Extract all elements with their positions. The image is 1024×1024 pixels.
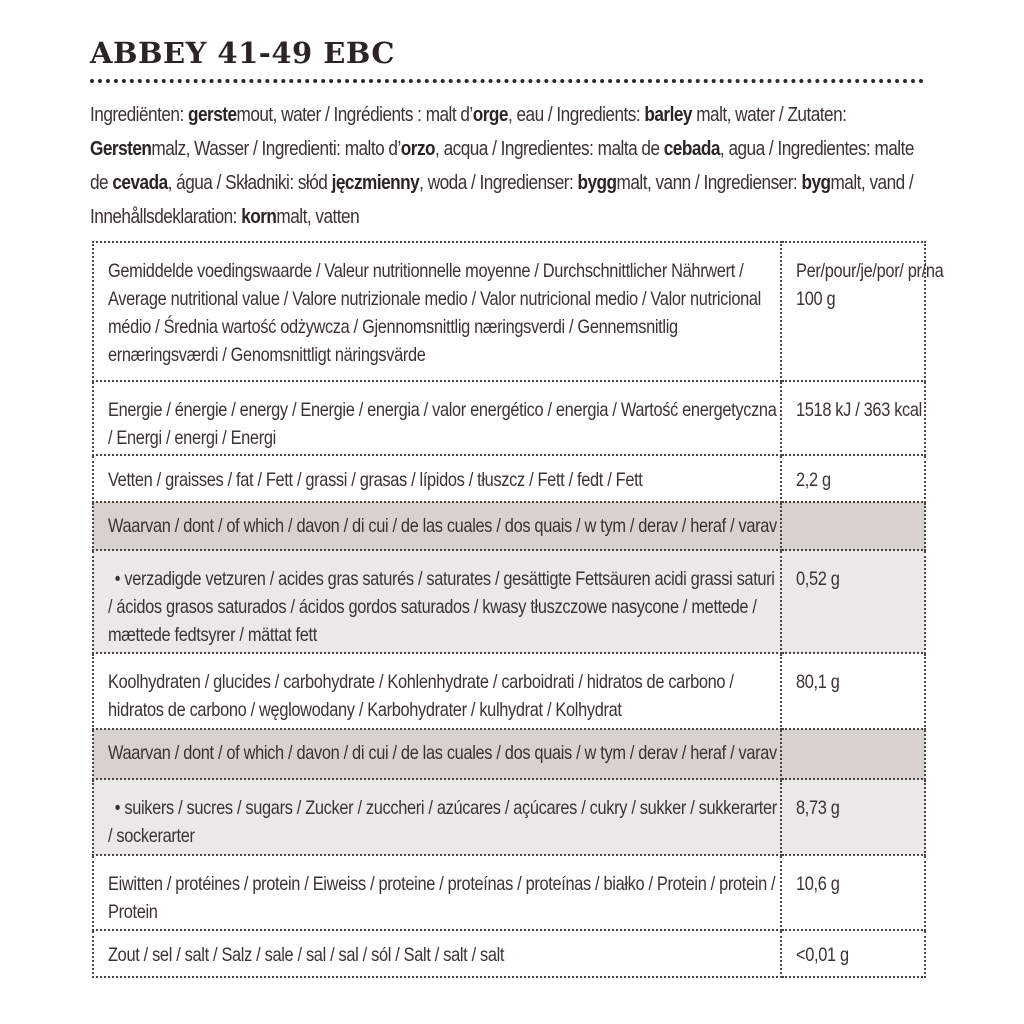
bullet: • [114, 797, 121, 819]
row-label-cell [93, 455, 781, 502]
row-label: Koolhydraten / glucides / carbohydrate / Kohlenhydrate / carboidrati / hidratos de carbono / hidratos de carbono / węglowodany / Karbohydrater / kulhydrat / Kolhydrat [108, 671, 734, 721]
bullet: • [114, 568, 121, 590]
row-label: Energie / énergie / energy / Energie / energia / valor energético / energia / Wartość energetyczna / Energi / energi / Energi [108, 399, 777, 449]
ingredient-text: , woda / Ingredienser: [419, 172, 578, 194]
row-value: 2,2 g [795, 469, 831, 491]
row-label [108, 794, 780, 850]
row-value-cell [781, 779, 925, 855]
row-label-cell [93, 930, 781, 977]
row-value-cell [781, 502, 925, 550]
row-label-cell [93, 779, 781, 855]
header-label: Gemiddelde voedingswaarde / Valeur nutritionnelle moyenne / Durchschnittlicher Nährwert / Average nutritional value / Valore nutrizionale medio / Valor nutricional medio / Valor nutricional médio / Średnia wartość odżywcza / Gjennomsnittlig næringsverdi / Gennemsnitlig ernæringsværdi / Genomsnittligt näringsvärde [108, 260, 761, 366]
row-label [108, 565, 780, 649]
row-value: 0,52 g [795, 568, 840, 590]
row-label: Waarvan / dont / of which / davon / di cui / de las cuales / dos quais / w tym / derav / heraf / varav [108, 742, 777, 764]
row-value: 10,6 g [795, 873, 840, 895]
row-label-text: verzadigde vetzuren / acides gras saturés / saturates / gesättigte Fettsäuren acidi grassi saturi / ácidos grasos saturados / ácidos gordos saturados / kwasy tłuszczowe nasycone / mettede / mættede fedtsyrer / mättat fett [108, 568, 775, 646]
ingredient-text: malt, vand / Innehållsdeklaration: [90, 172, 914, 228]
row-value: 80,1 g [795, 671, 840, 693]
row-label-cell [93, 729, 781, 779]
page-title: ABBEY 41-49 EBC [90, 36, 396, 70]
row-value-cell [781, 729, 925, 779]
table-header-row [93, 242, 925, 381]
ingredient-text: Ingrediënten: [90, 104, 188, 126]
ingredient-allergen: cebada [663, 138, 720, 160]
ingredient-text: malt, vann / Ingredienser: [616, 172, 802, 194]
table-row-protein [93, 855, 925, 930]
header-value-cell [781, 242, 944, 381]
ingredient-allergen: jęczmienny [331, 172, 420, 194]
table-row-salt [93, 930, 925, 977]
ingredient-allergen: orzo [400, 138, 436, 160]
row-value-cell [781, 455, 925, 502]
header-label-cell [93, 242, 781, 381]
row-label: Waarvan / dont / of which / davon / di cui / de las cuales / dos quais / w tym / derav / heraf / varav [108, 515, 777, 537]
ingredient-text: mout, water / Ingrédients : malt d’ [236, 104, 473, 126]
row-label-cell [93, 502, 781, 550]
title-dotted-divider [90, 79, 924, 83]
row-label-cell [93, 550, 781, 653]
row-label: Vetten / graisses / fat / Fett / grassi / grasas / lípidos / tłuszcz / Fett / fedt / Fett [108, 469, 643, 491]
ingredient-text: , agua / Ingredientes: malte de [90, 138, 914, 194]
ingredient-text: , água / Składniki: słód [167, 172, 332, 194]
ingredient-text: , acqua / Ingredientes: malta de [435, 138, 664, 160]
row-value: <0,01 g [795, 944, 849, 966]
ingredient-allergen: bygg [577, 172, 617, 194]
row-label-text: suikers / sucres / sugars / Zucker / zuccheri / azúcares / açúcares / cukry / sukker / sukkerarter / sockerarter [108, 797, 777, 847]
ingredient-allergen: orge [472, 104, 508, 126]
table-row-fat [93, 455, 925, 502]
ingredient-allergen: Gersten [90, 138, 152, 160]
row-label-cell [93, 653, 781, 729]
ingredient-allergen: cevada [112, 172, 168, 194]
ingredient-text: malt, water / Zutaten: [691, 104, 847, 126]
ingredient-allergen: gerste [187, 104, 237, 126]
ingredient-allergen: korn [241, 206, 277, 228]
header-value: Per/pour/je/por/ pr/na 100 g [795, 260, 944, 310]
row-value-cell [781, 855, 925, 930]
row-value: 8,73 g [795, 797, 840, 819]
row-label-cell [93, 381, 781, 455]
table-row-of-which [93, 729, 925, 779]
table-row-sugars [93, 779, 925, 855]
ingredient-allergen: byg [801, 172, 831, 194]
row-value-cell [781, 381, 925, 455]
row-value-cell [781, 550, 925, 653]
ingredient-text: malt, vatten [276, 206, 360, 228]
table-row-energy [93, 381, 925, 455]
ingredients-text [90, 98, 926, 234]
row-label: Zout / sel / salt / Salz / sale / sal / sal / sól / Salt / salt / salt [108, 944, 505, 966]
row-value-cell [781, 930, 925, 977]
table-row-of-which [93, 502, 925, 550]
row-label: Eiwitten / protéines / protein / Eiweiss / proteine / proteínas / proteínas / białko / Protein / protein / Protein [108, 873, 776, 923]
row-label-cell [93, 855, 781, 930]
row-value: 1518 kJ / 363 kcal [795, 399, 922, 421]
ingredient-text: , eau / Ingredients: [507, 104, 645, 126]
table-row-saturates [93, 550, 925, 653]
row-value-cell [781, 653, 925, 729]
nutrition-table [92, 241, 944, 978]
ingredient-text: malz, Wasser / Ingredienti: malto d’ [151, 138, 401, 160]
table-row-carbohydrate [93, 653, 925, 729]
ingredient-allergen: barley [644, 104, 692, 126]
